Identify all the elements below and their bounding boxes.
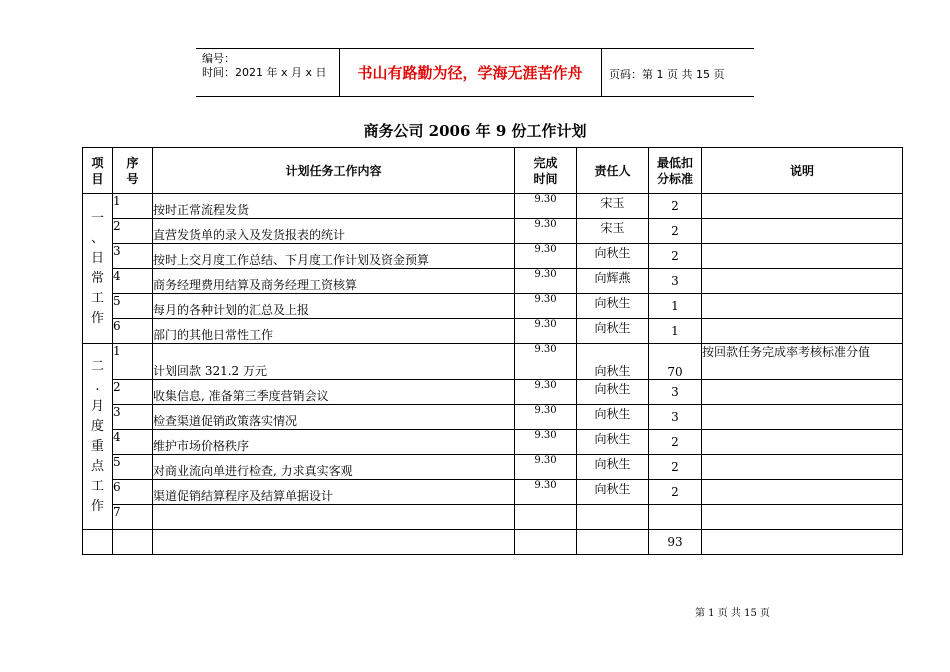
task-cell: 检查渠道促销政策落实情况	[153, 405, 515, 430]
score-cell: 2	[649, 480, 702, 505]
row-number: 5	[113, 455, 153, 480]
task-cell: 对商业流向单进行检查, 力求真实客观	[153, 455, 515, 480]
header-date: 完成 时间	[515, 148, 577, 194]
note-cell	[702, 405, 903, 430]
task-cell: 每月的各种计划的汇总及上报	[153, 294, 515, 319]
table-header-row	[83, 148, 903, 194]
person-cell: 向辉燕	[577, 269, 649, 294]
person-cell: 向秋生	[577, 455, 649, 480]
task-cell: 按时上交月度工作总结、下月度工作计划及资金预算	[153, 244, 515, 269]
note-cell	[702, 380, 903, 405]
row-number: 6	[113, 480, 153, 505]
empty-cell	[113, 530, 153, 555]
doc-time-label: 时间：2021 年 x 月 x 日	[202, 66, 327, 79]
date-cell: 9.30	[515, 194, 577, 219]
header-motto: 书山有路勤为径，学海无涯苦作舟	[357, 64, 583, 82]
table-row	[83, 244, 903, 269]
task-cell: 收集信息, 准备第三季度营销会议	[153, 380, 515, 405]
table-row	[83, 344, 903, 380]
table-row	[83, 430, 903, 455]
date-cell: 9.30	[515, 480, 577, 505]
score-cell: 2	[649, 430, 702, 455]
person-cell: 向秋生	[577, 430, 649, 455]
note-cell	[702, 319, 903, 344]
note-cell	[702, 505, 903, 530]
header-divider	[601, 48, 602, 96]
note-cell	[702, 294, 903, 319]
total-row	[83, 530, 903, 555]
task-cell: 按时正常流程发货	[153, 194, 515, 219]
note-cell	[702, 194, 903, 219]
date-cell: 9.30	[515, 455, 577, 480]
row-number: 1	[113, 344, 153, 380]
note-cell	[702, 455, 903, 480]
row-number: 4	[113, 430, 153, 455]
person-cell: 向秋生	[577, 319, 649, 344]
table-row	[83, 405, 903, 430]
header-top-rule	[196, 48, 754, 49]
person-cell: 宋玉	[577, 219, 649, 244]
table-row	[83, 319, 903, 344]
date-cell: 9.30	[515, 319, 577, 344]
person-cell: 向秋生	[577, 405, 649, 430]
note-cell	[702, 244, 903, 269]
row-number: 6	[113, 319, 153, 344]
table-row	[83, 380, 903, 405]
score-cell	[649, 505, 702, 530]
table-row	[83, 219, 903, 244]
row-number: 3	[113, 244, 153, 269]
work-plan-table	[82, 147, 903, 555]
header-bottom-rule	[196, 96, 754, 97]
table-row	[83, 269, 903, 294]
row-number: 1	[113, 194, 153, 219]
row-number: 5	[113, 294, 153, 319]
person-cell: 向秋生	[577, 244, 649, 269]
header-task: 计划任务工作内容	[153, 148, 515, 194]
task-cell: 商务经理费用结算及商务经理工资核算	[153, 269, 515, 294]
header-person: 责任人	[577, 148, 649, 194]
row-number: 2	[113, 219, 153, 244]
row-number: 7	[113, 505, 153, 530]
date-cell: 9.30	[515, 344, 577, 380]
empty-cell	[83, 530, 113, 555]
person-cell: 宋玉	[577, 194, 649, 219]
group-label-daily: 一 、 日 常 工 作	[83, 194, 113, 344]
row-number: 3	[113, 405, 153, 430]
task-cell: 计划回款 321.2 万元	[153, 344, 515, 380]
row-number: 2	[113, 380, 153, 405]
score-cell: 2	[649, 219, 702, 244]
score-cell: 1	[649, 294, 702, 319]
task-cell: 直营发货单的录入及发货报表的统计	[153, 219, 515, 244]
empty-cell	[577, 530, 649, 555]
note-cell	[702, 430, 903, 455]
document-title: 商务公司 2006 年 9 份工作计划	[363, 122, 587, 140]
date-cell: 9.30	[515, 294, 577, 319]
note-cell	[702, 269, 903, 294]
empty-cell	[515, 530, 577, 555]
table-row	[83, 505, 903, 530]
person-cell: 向秋生	[577, 344, 649, 380]
table-row	[83, 480, 903, 505]
date-cell: 9.30	[515, 380, 577, 405]
table-row	[83, 455, 903, 480]
person-cell: 向秋生	[577, 294, 649, 319]
note-cell	[702, 219, 903, 244]
header-page-info: 页码：第 1 页 共 15 页	[609, 68, 725, 81]
score-cell: 2	[649, 194, 702, 219]
date-cell: 9.30	[515, 430, 577, 455]
empty-cell	[702, 530, 903, 555]
table-row	[83, 294, 903, 319]
total-score: 93	[649, 530, 702, 555]
task-cell: 部门的其他日常性工作	[153, 319, 515, 344]
task-cell: 维护市场价格秩序	[153, 430, 515, 455]
score-cell: 70	[649, 344, 702, 380]
doc-number-label: 编号：	[202, 52, 235, 65]
score-cell: 1	[649, 319, 702, 344]
score-cell: 3	[649, 269, 702, 294]
date-cell: 9.30	[515, 244, 577, 269]
person-cell	[577, 505, 649, 530]
score-cell: 3	[649, 380, 702, 405]
task-cell	[153, 505, 515, 530]
score-cell: 2	[649, 244, 702, 269]
task-cell: 渠道促销结算程序及结算单据设计	[153, 480, 515, 505]
table-row	[83, 194, 903, 219]
row-number: 4	[113, 269, 153, 294]
date-cell: 9.30	[515, 269, 577, 294]
date-cell: 9.30	[515, 405, 577, 430]
score-cell: 3	[649, 405, 702, 430]
note-cell	[702, 480, 903, 505]
header-category: 项 目	[83, 148, 113, 194]
header-note: 说明	[702, 148, 903, 194]
date-cell	[515, 505, 577, 530]
page-footer: 第 1 页 共 15 页	[695, 608, 770, 619]
person-cell: 向秋生	[577, 380, 649, 405]
empty-cell	[153, 530, 515, 555]
person-cell: 向秋生	[577, 480, 649, 505]
group-label-monthly: 二 . 月 度 重 点 工 作	[83, 344, 113, 530]
date-cell: 9.30	[515, 219, 577, 244]
header-score: 最低扣 分标准	[649, 148, 702, 194]
score-cell: 2	[649, 455, 702, 480]
header-seq: 序 号	[113, 148, 153, 194]
note-cell: 按回款任务完成率考核标准分值	[702, 344, 903, 380]
